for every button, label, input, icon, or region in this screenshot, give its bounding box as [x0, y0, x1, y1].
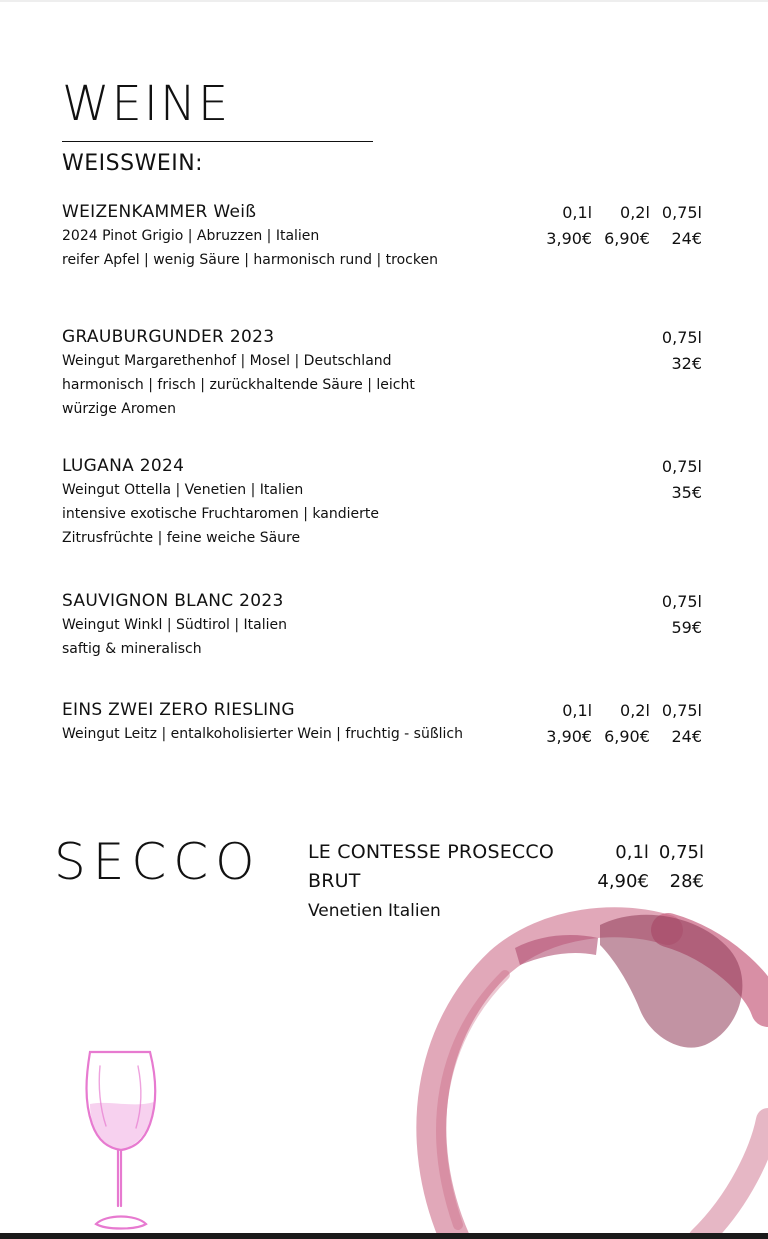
price-value: 32€ [671, 354, 702, 373]
wine-name: WEIZENKAMMER Weiß [62, 202, 257, 222]
bottom-bar [0, 1233, 768, 1239]
page-title: WEINE [62, 76, 231, 132]
size-label: 0,75l [661, 203, 702, 222]
wine-desc-origin: 2024 Pinot Grigio | Abruzzen | Italien [62, 228, 320, 244]
wine-desc-notes: saftig & mineralisch [62, 641, 202, 657]
price-value: 4,90€ [597, 871, 649, 892]
size-label: 0,75l [658, 842, 704, 863]
wine-name: GRAUBURGUNDER 2023 [62, 327, 275, 347]
size-label: 0,1l [562, 701, 593, 720]
wine-desc-origin: Venetien Italien [308, 901, 441, 921]
size-label: 0,75l [661, 328, 702, 347]
wine-desc-notes: harmonisch | frisch | zurückhaltende Säure | leicht würzige Aromen [62, 377, 415, 417]
price-value: 6,90€ [604, 229, 650, 248]
section-heading: WEISSWEIN: [62, 151, 204, 176]
size-label: 0,1l [562, 203, 593, 222]
price-value: 35€ [671, 483, 702, 502]
size-label: 0,1l [615, 842, 649, 863]
wine-desc-notes: intensive exotische Fruchtaromen | kandierte Zitrusfrüchte | feine weiche Säure [62, 506, 379, 546]
wine-name: EINS ZWEI ZERO RIESLING [62, 700, 295, 720]
wine-desc-origin: Weingut Leitz | entalkoholisierter Wein | fruchtig - süßlich [62, 726, 464, 742]
price-value: 3,90€ [546, 727, 593, 746]
wine-name: LUGANA 2024 [62, 456, 185, 476]
price-value: 24€ [671, 229, 702, 248]
wine-name: LE CONTESSE PROSECCO BRUT [308, 841, 555, 892]
wine-desc-origin: Weingut Winkl | Südtirol | Italien [62, 617, 288, 633]
price-value: 28€ [669, 871, 704, 892]
wine-name: SAUVIGNON BLANC 2023 [62, 591, 284, 611]
price-value: 6,90€ [604, 727, 650, 746]
secco-title: SECCO [54, 833, 262, 891]
wine-desc-origin: Weingut Ottella | Venetien | Italien [62, 482, 304, 498]
size-label: 0,75l [661, 701, 702, 720]
price-value: 24€ [671, 727, 702, 746]
secco-item [308, 838, 704, 926]
price-table [597, 838, 704, 896]
size-label: 0,75l [661, 457, 702, 476]
wine-desc-notes: reifer Apfel | wenig Säure | harmonisch rund | trocken [62, 252, 438, 268]
wine-desc-origin: Weingut Margarethenhof | Mosel | Deutschland [62, 353, 392, 369]
size-label: 0,2l [620, 701, 650, 720]
size-label: 0,75l [661, 592, 702, 611]
size-label: 0,2l [620, 203, 650, 222]
price-value: 3,90€ [546, 229, 593, 248]
wine-glass-icon [78, 1046, 164, 1232]
price-value: 59€ [671, 618, 702, 637]
